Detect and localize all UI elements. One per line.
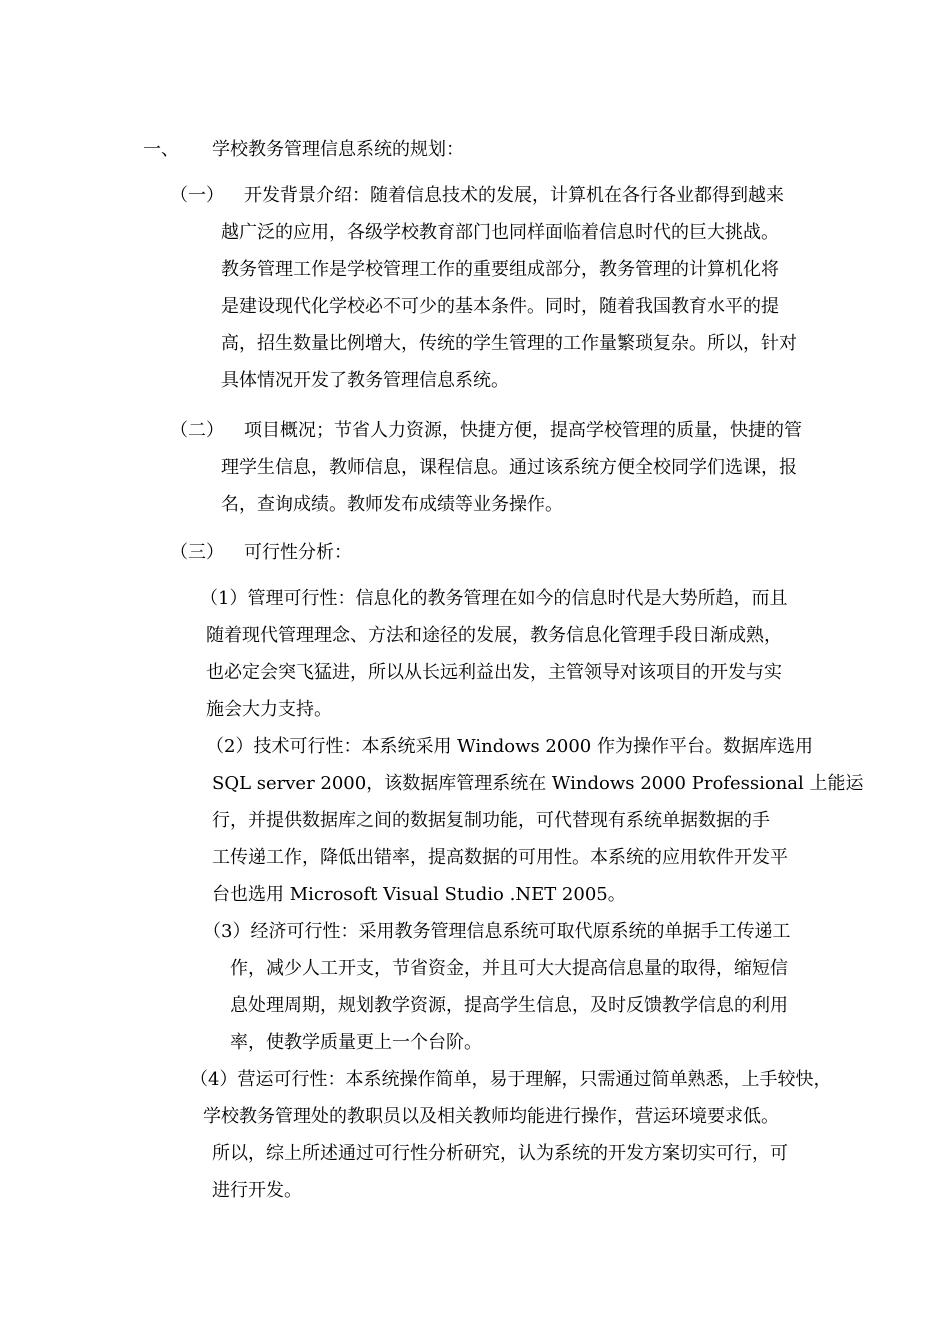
sub3-line-1: （3）经济可行性：采用教务管理信息系统可取代原系统的单据手工传递工 [203,921,791,942]
item1-line-1: 开发背景介绍：随着信息技术的发展，计算机在各行各业都得到越来 [244,185,784,206]
sub4-line-3: 所以，综上所述通过可行性分析研究，认为系统的开发方案切实可行，可 [212,1143,788,1164]
item2-line-3: 名，查询成绩。教师发布成绩等业务操作。 [221,494,563,515]
sub2-line-2: SQL server 2000，该数据库管理系统在 Windows 2000 Professional 上能运 [212,773,864,794]
item1-number: （一） [170,185,224,206]
section-number: 一、 [143,139,179,160]
item2-number: （二） [170,420,224,441]
section-title: 学校教务管理信息系统的规划： [212,139,464,160]
sub3-line-2: 作，减少人工开支，节省资金，并且可大大提高信息量的取得，缩短信 [230,958,788,979]
sub2-line-5: 台也选用 Microsoft Visual Studio .NET 2005。 [212,884,626,905]
item1-line-5: 高，招生数量比例增大，传统的学生管理的工作量繁琐复杂。所以，针对 [221,333,797,354]
sub1-line-2: 随着现代管理理念、方法和途径的发展，教务信息化管理手段日渐成熟， [206,625,782,646]
item3-number: （三） [170,542,224,563]
item1-line-4: 是建设现代化学校必不可少的基本条件。同时，随着我国教育水平的提 [221,296,779,317]
sub3-line-3: 息处理周期，规划教学资源，提高学生信息，及时反馈教学信息的利用 [230,995,788,1016]
sub2-line-4: 工传递工作，降低出错率，提高数据的可用性。本系统的应用软件开发平 [212,847,788,868]
item1-line-2: 越广泛的应用，各级学校教育部门也同样面临着信息时代的巨大挑战。 [221,222,779,243]
sub2-line-3: 行，并提供数据库之间的数据复制功能，可代替现有系统单据数据的手 [212,810,770,831]
item2-line-2: 理学生信息，教师信息，课程信息。通过该系统方便全校同学们选课，报 [221,457,797,478]
sub2-line-1: （2）技术可行性：本系统采用 Windows 2000 作为操作平台。数据库选用 [206,736,813,757]
sub4-line-4: 进行开发。 [212,1180,302,1201]
sub1-line-4: 施会大力支持。 [206,699,332,720]
sub1-line-1: （1）管理可行性：信息化的教务管理在如今的信息时代是大势所趋，而且 [200,588,788,609]
sub4-line-2: 学校教务管理处的教职员以及相关教师均能进行操作，营运环境要求低。 [203,1106,779,1127]
sub3-line-4: 率，使教学质量更上一个台阶。 [230,1032,482,1053]
item2-line-1: 项目概况；节省人力资源，快捷方便，提高学校管理的质量，快捷的管 [244,420,802,441]
sub4-line-1: （4）营运可行性：本系统操作简单，易于理解，只需通过简单熟悉，上手较快， [190,1069,832,1090]
sub1-line-3: 也必定会突飞猛进，所以从长远利益出发，主管领导对该项目的开发与实 [206,662,782,683]
item1-line-3: 教务管理工作是学校管理工作的重要组成部分，教务管理的计算机化将 [221,259,779,280]
item3-title: 可行性分析： [244,542,352,563]
item1-line-6: 具体情况开发了教务管理信息系统。 [221,370,509,391]
